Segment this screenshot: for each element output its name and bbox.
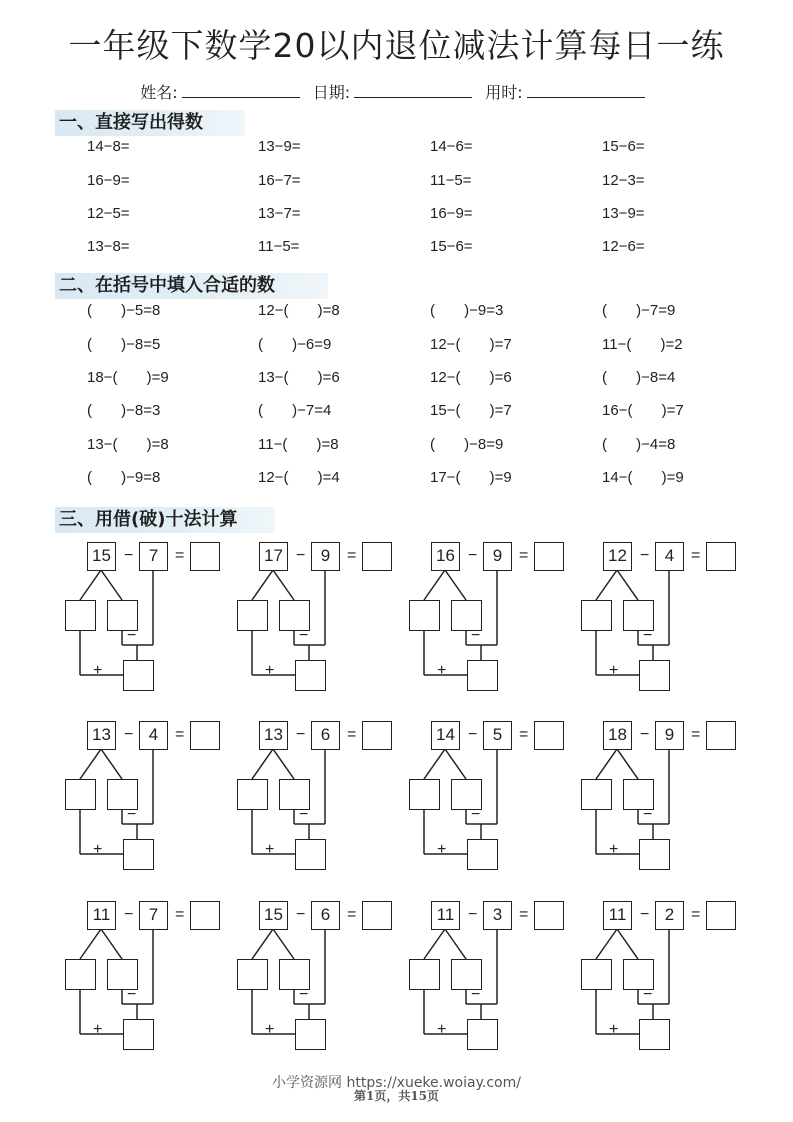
name-label: 姓名: [140, 83, 178, 102]
minuend-box: 15 [259, 901, 288, 930]
fill-in-bracket-problem: 12−( )=8 [258, 302, 340, 319]
subtrahend-box: 6 [311, 721, 340, 750]
minus-sign: − [643, 627, 653, 644]
subtrahend-box: 3 [483, 901, 512, 930]
fill-in-bracket-problem: 12−( )=4 [258, 469, 340, 486]
equals-sign: = [519, 906, 529, 923]
equals-sign: = [347, 726, 357, 743]
fill-in-bracket-problem: ( )−8=3 [87, 402, 161, 419]
equals-sign: = [691, 726, 701, 743]
fill-in-bracket-problem: 13−( )=6 [258, 369, 340, 386]
equals-sign: = [347, 547, 357, 564]
plus-sign: + [437, 662, 447, 679]
plus-sign: + [265, 1021, 275, 1038]
arithmetic-problem: 13−8= [87, 238, 130, 255]
arithmetic-problem: 15−6= [602, 138, 645, 155]
minus-sign: − [296, 547, 306, 564]
subtrahend-box: 2 [655, 901, 684, 930]
plus-sign: + [609, 662, 619, 679]
minuend-box: 11 [431, 901, 460, 930]
fill-in-bracket-problem: ( )−4=8 [602, 436, 676, 453]
arithmetic-problem: 11−5= [430, 172, 472, 189]
subtrahend-box: 9 [311, 542, 340, 571]
plus-sign: + [93, 841, 103, 858]
arithmetic-problem: 13−7= [258, 205, 301, 222]
intermediate-result-box[interactable] [639, 1019, 670, 1050]
section2-heading: 二、在括号中填入合适的数 [55, 273, 328, 299]
minus-sign: − [640, 906, 650, 923]
answer-box[interactable] [706, 901, 736, 930]
minus-sign: − [471, 986, 481, 1003]
minus-sign: − [468, 726, 478, 743]
minus-sign: − [296, 726, 306, 743]
arithmetic-problem: 16−9= [87, 172, 130, 189]
fill-in-bracket-problem: 13−( )=8 [87, 436, 169, 453]
minus-sign: − [299, 986, 309, 1003]
equals-sign: = [175, 906, 185, 923]
equals-sign: = [175, 547, 185, 564]
arithmetic-problem: 14−8= [87, 138, 130, 155]
plus-sign: + [265, 841, 275, 858]
subtrahend-box: 7 [139, 901, 168, 930]
subtrahend-box: 4 [655, 542, 684, 571]
minus-sign: − [468, 906, 478, 923]
plus-sign: + [609, 841, 619, 858]
fill-in-bracket-problem: 14−( )=9 [602, 469, 684, 486]
minuend-box: 13 [259, 721, 288, 750]
page-number: 第1页，共15页 [353, 1089, 440, 1103]
minus-sign: − [299, 806, 309, 823]
subtrahend-box: 5 [483, 721, 512, 750]
fill-in-bracket-problem: ( )−5=8 [87, 302, 161, 319]
equals-sign: = [519, 547, 529, 564]
fill-in-bracket-problem: ( )−9=8 [87, 469, 161, 486]
date-label: 日期: [312, 83, 351, 102]
arithmetic-problem: 12−6= [602, 238, 645, 255]
minuend-box: 11 [603, 901, 632, 930]
minus-sign: − [296, 906, 306, 923]
minuend-box: 13 [87, 721, 116, 750]
fill-in-bracket-problem: ( )−8=9 [430, 436, 504, 453]
fill-in-bracket-problem: ( )−7=4 [258, 402, 332, 419]
fill-in-bracket-problem: 17−( )=9 [430, 469, 512, 486]
subtrahend-box: 9 [655, 721, 684, 750]
plus-sign: + [437, 841, 447, 858]
time-label: 用时: [485, 83, 523, 102]
arithmetic-problem: 11−5= [258, 238, 300, 255]
source-footer: 小学资源网 https://xueke.woiay.com/ [272, 1075, 521, 1091]
minuend-box: 14 [431, 721, 460, 750]
fill-in-bracket-problem: 11−( )=2 [602, 336, 683, 353]
fill-in-bracket-problem: ( )−9=3 [430, 302, 504, 319]
split-ten-box[interactable] [581, 959, 612, 990]
minus-sign: − [127, 986, 137, 1003]
subtrahend-box: 4 [139, 721, 168, 750]
fill-in-bracket-problem: 15−( )=7 [430, 402, 512, 419]
plus-sign: + [609, 1021, 619, 1038]
section3-heading: 三、用借(破)十法计算 [55, 507, 275, 533]
minus-sign: − [643, 986, 653, 1003]
minuend-box: 15 [87, 542, 116, 571]
minus-sign: − [471, 627, 481, 644]
plus-sign: + [93, 662, 103, 679]
equals-sign: = [519, 726, 529, 743]
minus-sign: − [468, 547, 478, 564]
minus-sign: − [643, 806, 653, 823]
subtrahend-box: 9 [483, 542, 512, 571]
section1-heading: 一、直接写出得数 [55, 110, 245, 136]
subtrahend-box: 7 [139, 542, 168, 571]
arithmetic-problem: 16−9= [430, 205, 473, 222]
minuend-box: 18 [603, 721, 632, 750]
arithmetic-problem: 16−7= [258, 172, 301, 189]
fill-in-bracket-problem: 11−( )=8 [258, 436, 339, 453]
worksheet-title: 一年级下数学20以内退位减法计算每日一练 [68, 26, 725, 65]
fill-in-bracket-problem: ( )−6=9 [258, 336, 332, 353]
fill-in-bracket-problem: 16−( )=7 [602, 402, 684, 419]
minus-sign: − [471, 806, 481, 823]
arithmetic-problem: 14−6= [430, 138, 473, 155]
minus-sign: − [640, 726, 650, 743]
equals-sign: = [347, 906, 357, 923]
fill-in-bracket-problem: 12−( )=6 [430, 369, 512, 386]
arithmetic-problem: 12−5= [87, 205, 130, 222]
arithmetic-problem: 15−6= [430, 238, 473, 255]
minus-sign: − [127, 806, 137, 823]
minus-sign: − [640, 547, 650, 564]
fill-in-bracket-problem: 18−( )=9 [87, 369, 169, 386]
fill-in-bracket-problem: ( )−8=5 [87, 336, 161, 353]
equals-sign: = [175, 726, 185, 743]
equals-sign: = [691, 906, 701, 923]
minuend-box: 16 [431, 542, 460, 571]
fill-in-bracket-problem: 12−( )=7 [430, 336, 512, 353]
plus-sign: + [93, 1021, 103, 1038]
equals-sign: = [691, 547, 701, 564]
fill-in-bracket-problem: ( )−7=9 [602, 302, 676, 319]
arithmetic-problem: 13−9= [602, 205, 645, 222]
minuend-box: 12 [603, 542, 632, 571]
plus-sign: + [437, 1021, 447, 1038]
minus-sign: − [124, 726, 134, 743]
minus-sign: − [124, 906, 134, 923]
fill-in-bracket-problem: ( )−8=4 [602, 369, 676, 386]
minuend-box: 11 [87, 901, 116, 930]
minus-sign: − [124, 547, 134, 564]
minus-sign: − [299, 627, 309, 644]
subtrahend-box: 6 [311, 901, 340, 930]
arithmetic-problem: 13−9= [258, 138, 301, 155]
minuend-box: 17 [259, 542, 288, 571]
arithmetic-problem: 12−3= [602, 172, 645, 189]
plus-sign: + [265, 662, 275, 679]
minus-sign: − [127, 627, 137, 644]
